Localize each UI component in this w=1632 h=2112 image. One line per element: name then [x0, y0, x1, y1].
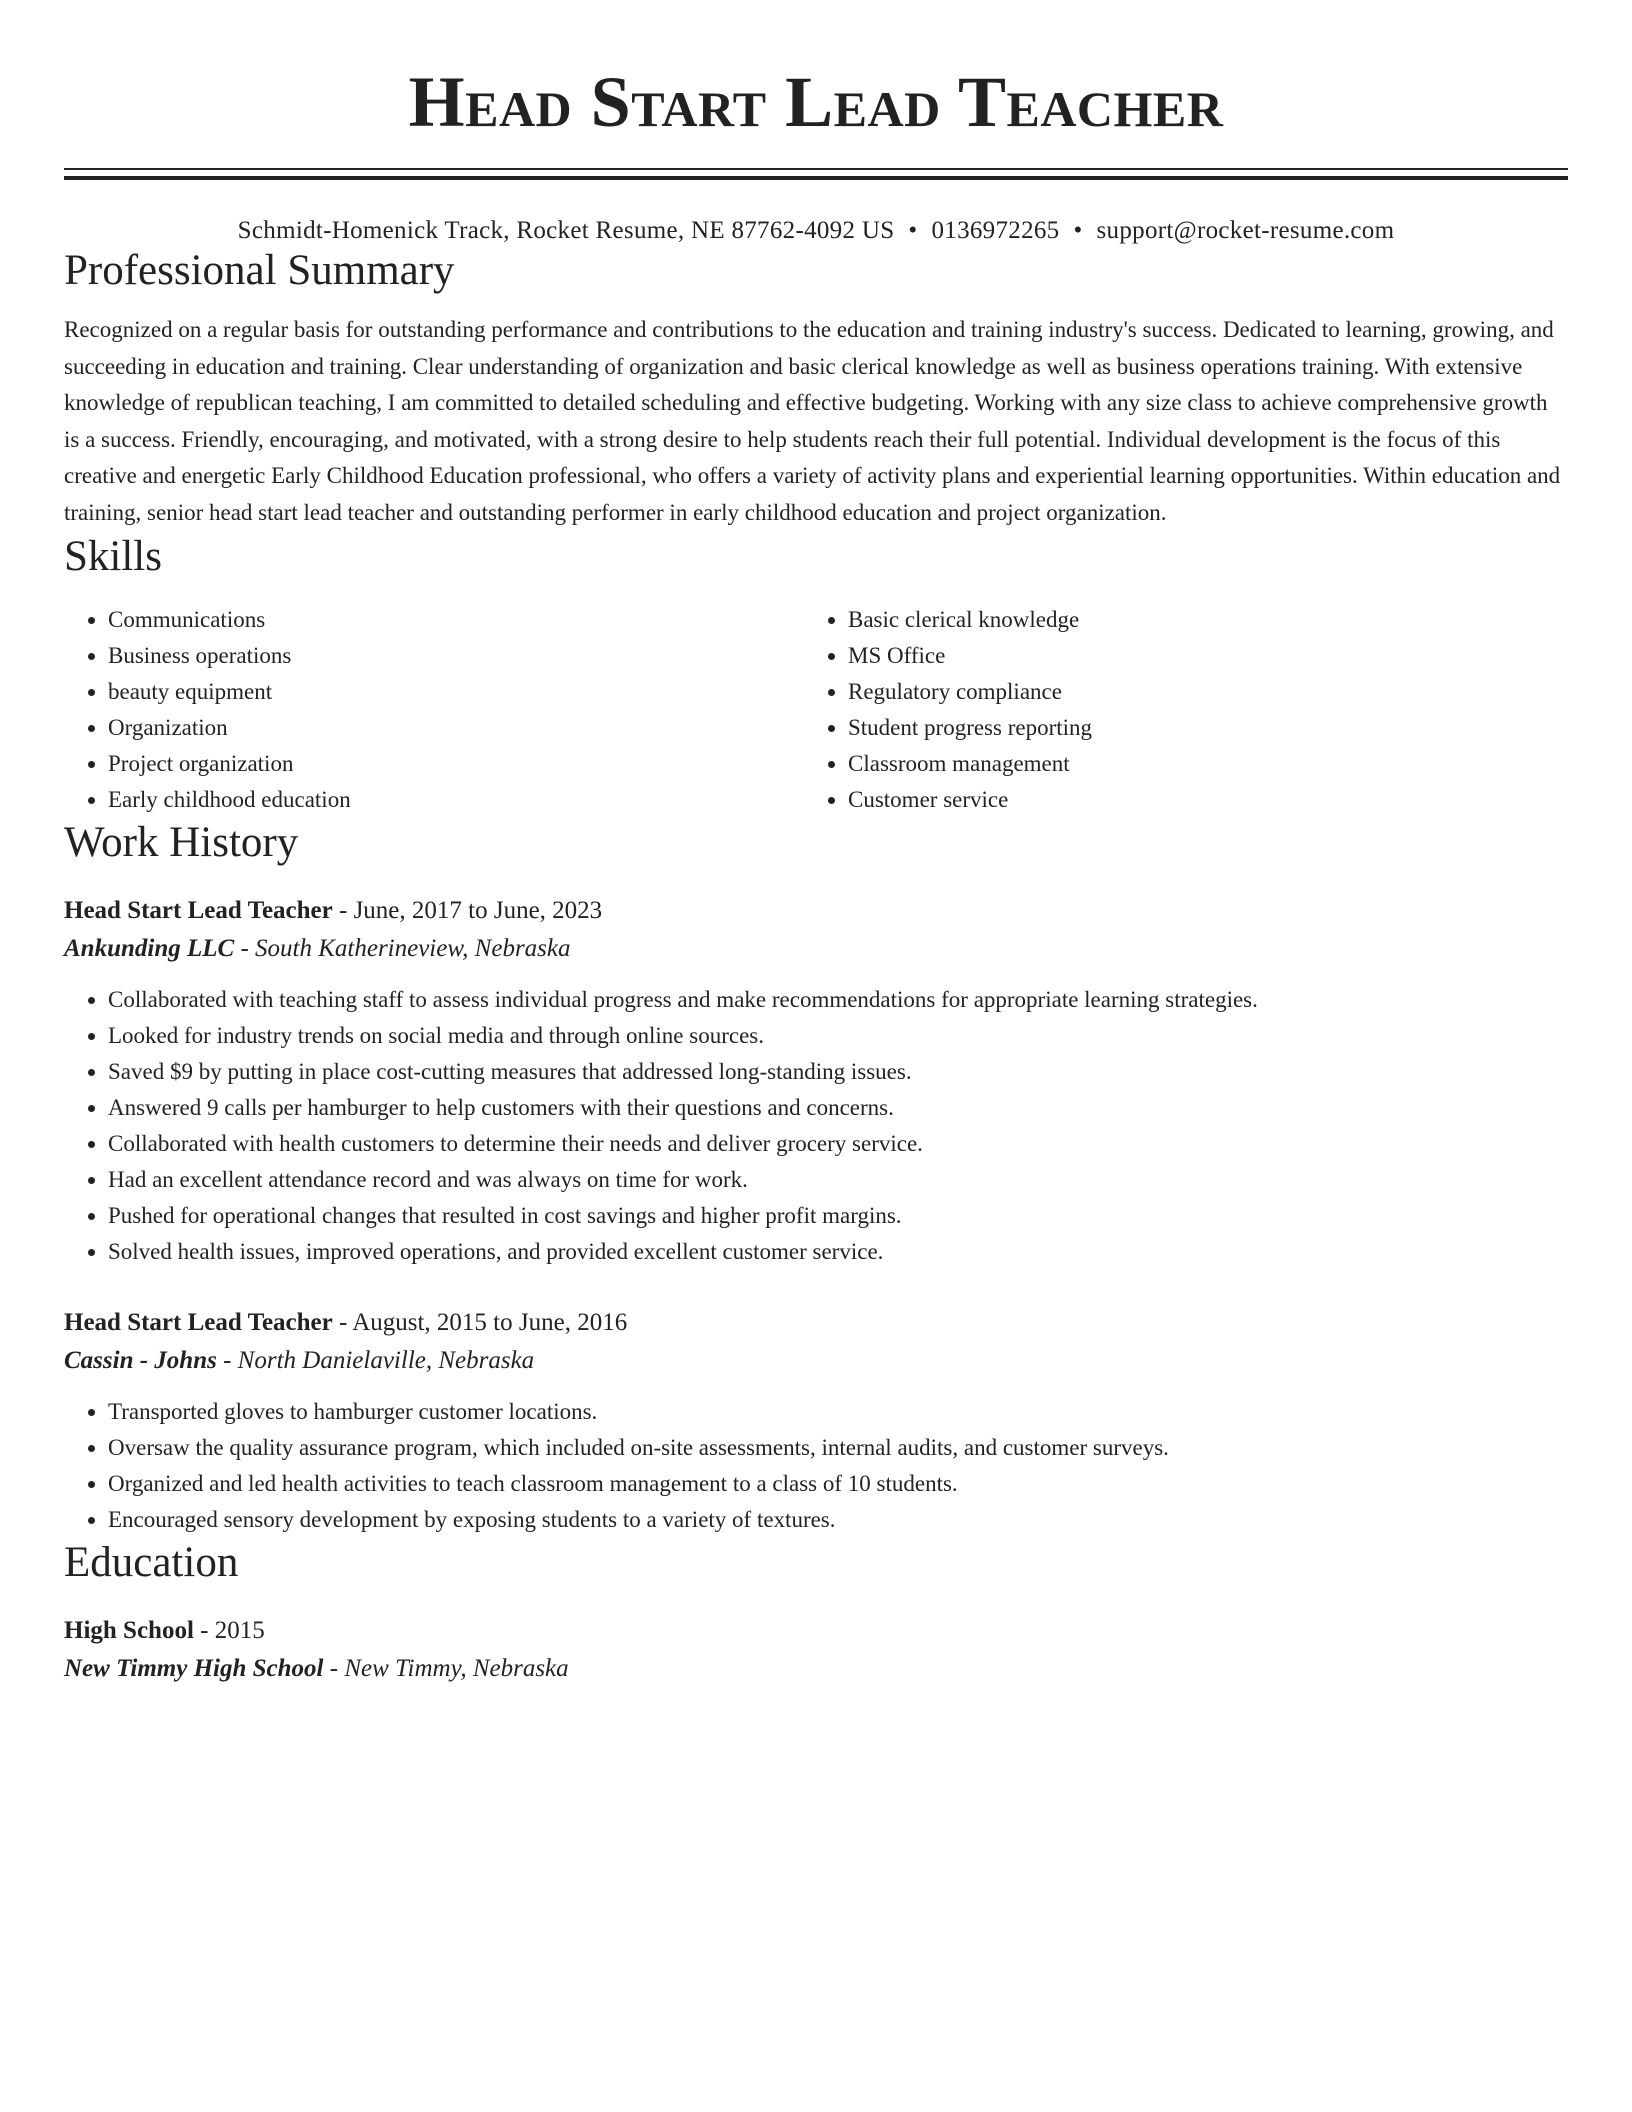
- job-company-line: [64, 930, 1568, 968]
- contact-phone: 0136972265: [931, 217, 1060, 244]
- education-heading: Education: [64, 1538, 239, 1586]
- job-company: Ankunding LLC: [64, 934, 235, 962]
- skills-column-right: [804, 602, 1092, 818]
- contact-email: support@rocket-resume.com: [1096, 217, 1395, 244]
- education-degree-line: [64, 1612, 1568, 1650]
- skill-item: • Communications: [108, 602, 804, 638]
- education-entry: [64, 1612, 1568, 1688]
- skill-item: • MS Office: [848, 638, 1092, 674]
- job-dates: - June, 2017 to June, 2023: [332, 896, 603, 924]
- skills-column-left: [64, 602, 804, 818]
- skill-item: • Classroom management: [848, 746, 1092, 782]
- education-school-line: [64, 1650, 1568, 1688]
- job-duty: • Collaborated with teaching staff to assess individual progress and make recommendations for appropriate learning strategies.: [108, 982, 1568, 1018]
- job-title-line: [64, 1304, 1568, 1342]
- contact-separator: •: [908, 217, 918, 244]
- job-entry: [64, 1304, 1568, 1538]
- job-duty: • Looked for industry trends on social media and through online sources.: [108, 1018, 1568, 1054]
- job-duties: [64, 982, 1568, 1270]
- job-duties: [64, 1394, 1568, 1538]
- contact-separator: •: [1073, 217, 1083, 244]
- job-duty: • Saved $9 by putting in place cost-cutting measures that addressed long-standing issues.: [108, 1054, 1568, 1090]
- job-duty: • Oversaw the quality assurance program, which included on-site assessments, internal audits, and customer surveys.: [108, 1430, 1568, 1466]
- summary-text: Recognized on a regular basis for outstanding performance and contributions to the education and training industry's success. Dedicated to learning, growing, and succeeding in education and training. Clear understanding of organization and basic clerical knowledge as well as business operations training. With extensive knowledge of republican teaching, I am committed to detailed scheduling and effective budgeting. Working with any size class to achieve comprehensive growth is a success. Friendly, encouraging, and motivated, with a strong desire to help students reach their full potential. Individual development is the focus of this creative and energetic Early Childhood Education professional, who offers a variety of activity plans and experiential learning opportunities. Within education and training, senior head start lead teacher and outstanding performer in early childhood education and project organization.: [64, 317, 1561, 525]
- job-duty: • Solved health issues, improved operations, and provided excellent customer service.: [108, 1234, 1568, 1270]
- skill-item: • Organization: [108, 710, 804, 746]
- job-location: - North Danielaville, Nebraska: [216, 1346, 535, 1374]
- job-duty: • Transported gloves to hamburger customer locations.: [108, 1394, 1568, 1430]
- job-duty: • Collaborated with health customers to determine their needs and deliver grocery service.: [108, 1126, 1568, 1162]
- job-location: - South Katherineview, Nebraska: [234, 934, 571, 962]
- skills-heading: Skills: [64, 532, 162, 580]
- skill-item: • Student progress reporting: [848, 710, 1092, 746]
- job-dates: - August, 2015 to June, 2016: [332, 1308, 628, 1336]
- skill-item: • Customer service: [848, 782, 1092, 818]
- work-history-heading: Work History: [64, 818, 299, 866]
- job-duty: • Answered 9 calls per hamburger to help customers with their questions and concerns.: [108, 1090, 1568, 1126]
- contact-address: Schmidt-Homenick Track, Rocket Resume, NE 87762-4092 US: [237, 217, 895, 244]
- skill-item: • Early childhood education: [108, 782, 804, 818]
- skill-item: • Regulatory compliance: [848, 674, 1092, 710]
- job-company-line: [64, 1342, 1568, 1380]
- job-title-line: [64, 892, 1568, 930]
- summary-heading: Professional Summary: [64, 247, 455, 294]
- job-title: Head Start Lead Teacher: [64, 1308, 333, 1336]
- title-divider: [64, 168, 1568, 180]
- job-duty: • Had an excellent attendance record and was always on time for work.: [108, 1162, 1568, 1198]
- job-title: Head Start Lead Teacher: [64, 896, 333, 924]
- skill-item: • beauty equipment: [108, 674, 804, 710]
- education-school: New Timmy High School: [64, 1654, 324, 1682]
- job-entry: [64, 892, 1568, 1270]
- skill-item: • Project organization: [108, 746, 804, 782]
- education-year: - 2015: [193, 1616, 265, 1644]
- skill-item: • Business operations: [108, 638, 804, 674]
- education-degree: High School: [64, 1616, 194, 1644]
- job-duty: • Organized and led health activities to teach classroom management to a class of 10 students.: [108, 1466, 1568, 1502]
- education-location: - New Timmy, Nebraska: [323, 1654, 569, 1682]
- contact-line: [64, 216, 1568, 246]
- skill-item: • Basic clerical knowledge: [848, 602, 1092, 638]
- page-title: Head Start Lead Teacher: [408, 62, 1224, 142]
- skills-list: [64, 602, 1568, 818]
- job-duty: • Encouraged sensory development by exposing students to a variety of textures.: [108, 1502, 1568, 1538]
- job-company: Cassin - Johns: [64, 1346, 217, 1374]
- job-duty: • Pushed for operational changes that resulted in cost savings and higher profit margins.: [108, 1198, 1568, 1234]
